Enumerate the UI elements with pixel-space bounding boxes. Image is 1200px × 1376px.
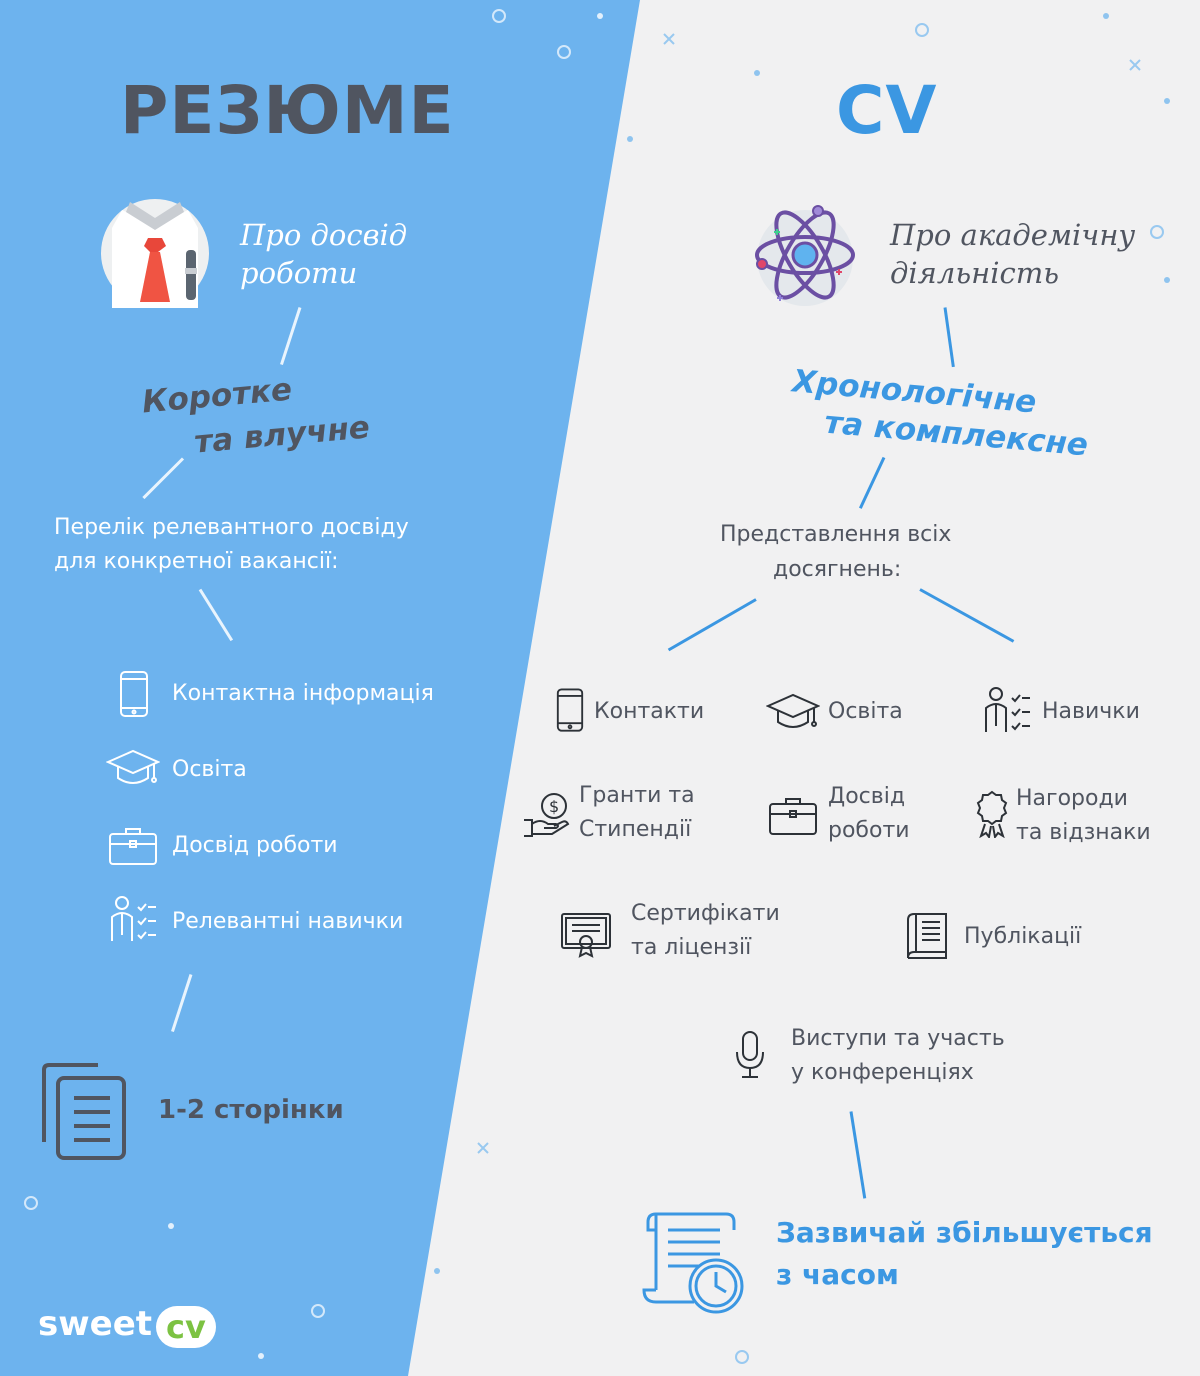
resume-item-education: Освіта xyxy=(172,757,247,782)
phone-icon xyxy=(118,670,150,718)
logo-cv-pill: cv xyxy=(156,1306,216,1348)
cv-item-awards-line1: Нагороди xyxy=(1016,786,1128,811)
briefcase-icon xyxy=(768,796,818,836)
cv-item-grants-line1: Гранти та xyxy=(579,783,695,808)
certificate-icon xyxy=(560,912,612,958)
cv-title: CV xyxy=(836,72,938,149)
cv-item-publications: Публікації xyxy=(964,924,1082,949)
graduation-cap-icon xyxy=(766,692,820,732)
skills-checklist-icon xyxy=(108,895,158,945)
resume-item-experience: Досвід роботи xyxy=(172,833,338,858)
document-pages-icon xyxy=(36,1062,128,1162)
atom-icon xyxy=(752,198,858,308)
resume-item-skills: Релевантні навички xyxy=(172,909,404,934)
resume-subtitle-line2: роботи xyxy=(240,256,358,290)
resume-intro-line2: для конкретної вакансії: xyxy=(54,549,339,574)
phone-icon xyxy=(555,686,585,734)
briefcase-icon xyxy=(108,826,158,866)
cv-intro-line1: Представлення всіх xyxy=(720,522,952,547)
cv-intro-line2: досягнень: xyxy=(773,557,902,582)
resume-subtitle-line1: Про досвід xyxy=(240,218,408,252)
resume-title: РЕЗЮМЕ xyxy=(120,72,455,149)
cv-item-conferences-line1: Виступи та участь xyxy=(791,1026,1005,1051)
svg-text:$: $ xyxy=(549,797,560,816)
resume-tagline-line1: Коротке xyxy=(140,371,294,421)
cv-item-certificates-line2: та ліцензії xyxy=(631,935,752,960)
resume-tagline-line2: та влучне xyxy=(192,409,372,461)
award-badge-icon xyxy=(976,790,1008,838)
resume-item-contact: Контактна інформація xyxy=(172,681,434,706)
resume-pages-label: 1-2 сторінки xyxy=(158,1095,344,1125)
cv-growth-line2: з часом xyxy=(776,1258,899,1291)
cv-item-awards-line2: та відзнаки xyxy=(1016,820,1151,845)
cv-subtitle-line2: діяльність xyxy=(890,256,1060,290)
shirt-tie-icon xyxy=(100,198,210,308)
cv-growth-line1: Зазвичай збільшується xyxy=(776,1216,1153,1249)
microphone-icon xyxy=(734,1030,766,1080)
book-icon xyxy=(906,912,950,960)
cv-tagline-line2: та комплексне xyxy=(822,404,1090,464)
logo-sweet-text: sweet xyxy=(38,1304,153,1344)
cv-subtitle-line1: Про академічну xyxy=(890,218,1136,252)
cv-item-skills: Навички xyxy=(1042,699,1140,724)
cv-item-certificates-line1: Сертифікати xyxy=(631,901,780,926)
cv-item-experience-line2: роботи xyxy=(828,818,910,843)
cv-item-conferences-line2: у конференціях xyxy=(791,1060,974,1085)
cv-item-education: Освіта xyxy=(828,699,903,724)
cv-item-contacts: Контакти xyxy=(594,699,705,724)
cv-item-experience-line1: Досвід xyxy=(828,784,906,809)
resume-intro-line1: Перелік релевантного досвіду xyxy=(54,515,409,540)
cv-tagline-line1: Хронологічне xyxy=(790,363,1038,421)
graduation-cap-icon xyxy=(106,748,160,788)
scroll-clock-icon xyxy=(642,1210,746,1314)
skills-checklist-icon xyxy=(982,686,1032,736)
grant-money-icon xyxy=(522,790,570,838)
cv-item-grants-line2: Стипендії xyxy=(579,817,692,842)
